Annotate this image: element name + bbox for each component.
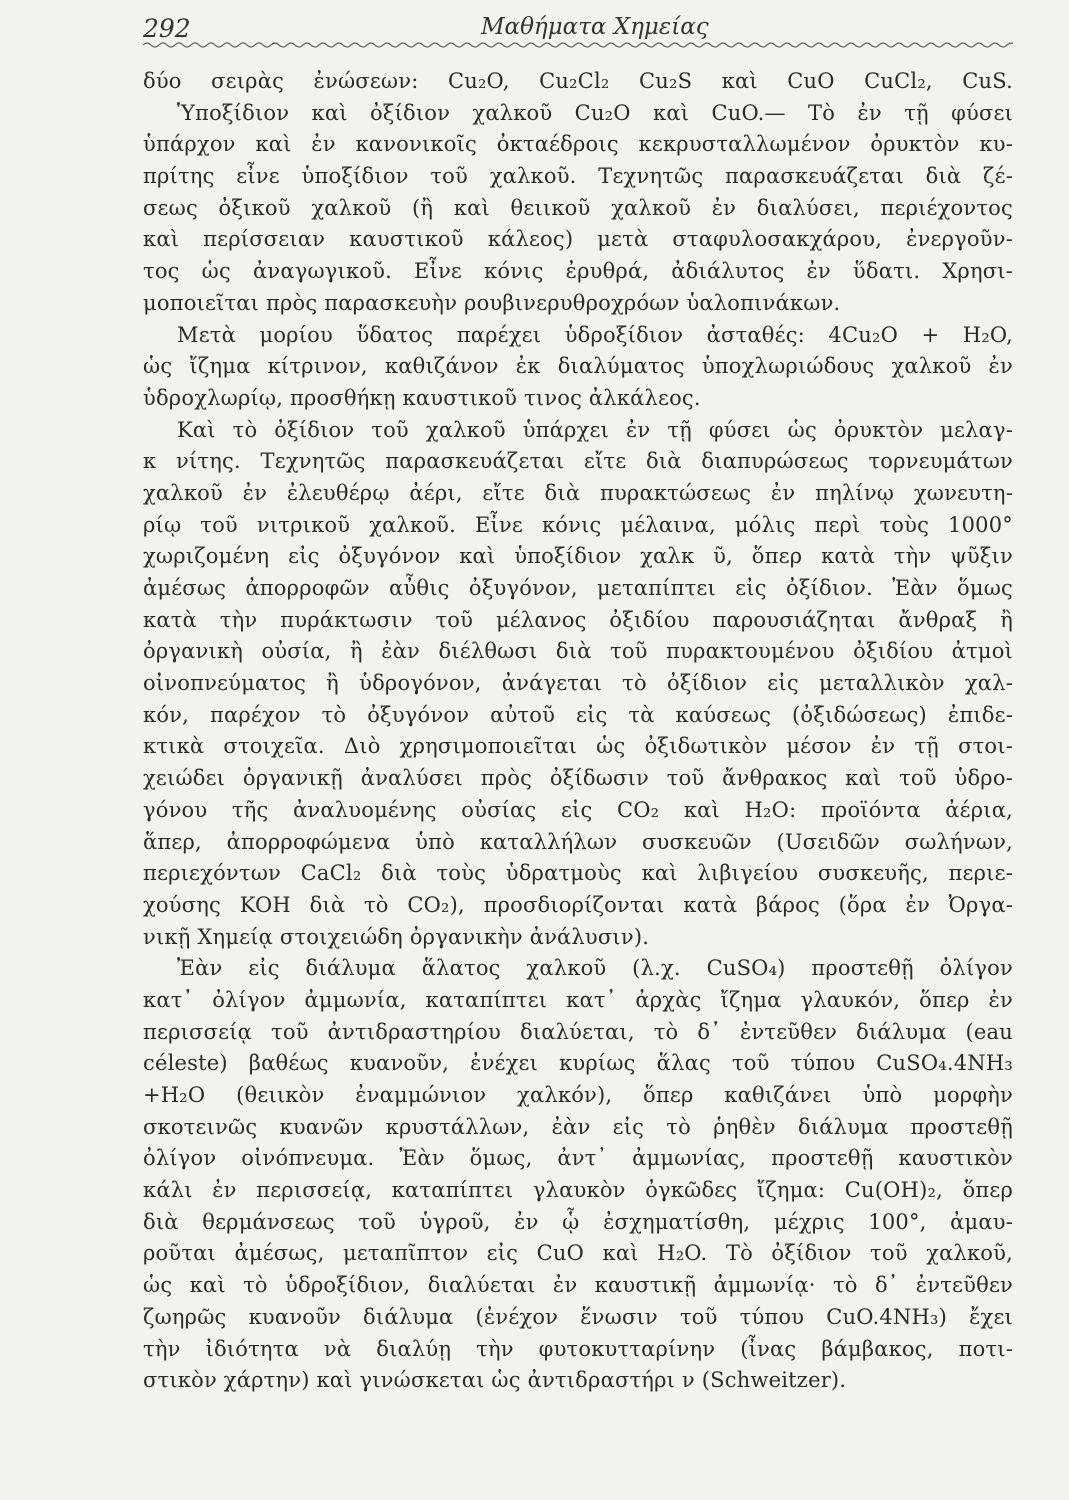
text-line: Μετὰ μορίου ὕδατος παρέχει ὑδροξίδιον ἀσταθές: 4Cu₂O + H₂O, [177, 322, 1013, 347]
text-line: χωριζομένη εἰς ὀξυγόνον καὶ ὑποξίδιον χαλκ ῦ, ὅπερ κατὰ τὴν ψῦξιν [143, 544, 1013, 569]
text-line: δύο σειρὰς ἐνώσεων: Cu₂O, Cu₂Cl₂ Cu₂S καὶ CuO CuCl₂, CuS. [143, 69, 1013, 93]
text-line: οἰνοπνεύματος ἢ ὑδρογόνον, ἀνάγεται τὸ ὀξίδιον εἰς μεταλλικὸν χαλ- [143, 671, 1013, 696]
text-line: στικὸν χάρτην) καὶ γινώσκεται ὡς ἀντιδραστήρι ν (Schweitzer). [143, 1368, 847, 1393]
text-line: πρίτης εἶνε ὑποξίδιον τοῦ χαλκοῦ. Τεχνητῶς παρασκευάζεται διὰ ζέ- [143, 164, 1013, 189]
text-line: ὡς καὶ τὸ ὑδροξίδιον, διαλύεται ἐν καυστικῇ ἀμμωνίᾳ· τὸ δ᾽ ἐντεῦθεν [143, 1273, 1013, 1298]
body-text [143, 66, 1013, 1397]
text-line: ὀργανικὴ οὐσία, ἢ ἐὰν διέλθωσι διὰ τοῦ πυρακτουμένου ὀξιδίου ἀτμοὶ [143, 639, 1013, 664]
text-line: καὶ περίσσειαν καυστικοῦ κάλεος) μετὰ σταφυλοσακχάρου, ἐνεργοῦν- [143, 227, 1013, 252]
text-line: ὡς ἴζημα κίτρινον, καθιζάνον ἐκ διαλύματος ὑποχλωριώδους χαλκοῦ ἐν [143, 354, 1013, 379]
text-line: ἅπερ, ἀπορροφώμενα ὑπὸ καταλλήλων συσκευῶν (Uσειδῶν σωλήνων, [143, 829, 1013, 854]
text-line: +H₂O (θειικὸν ἐναμμώνιον χαλκόν), ὅπερ καθιζάνει ὑπὸ μορφὴν [143, 1083, 1013, 1107]
text-line: ροῦται ἀμέσως, μεταπῖπτον εἰς CuO καὶ H₂O. Τὸ ὀξίδιον τοῦ χαλκοῦ, [143, 1241, 1013, 1266]
text-line: ὀλίγον οἰνόπνευμα. Ἐὰν ὅμως, ἀντ᾽ ἀμμωνίας, προστεθῇ καυστικὸν [143, 1146, 1013, 1171]
text-line: σεως ὀξικοῦ χαλκοῦ (ἢ καὶ θειικοῦ χαλκοῦ ἐν διαλύσει, περιέχοντος [143, 195, 1013, 220]
text-line: τος ὡς ἀναγωγικοῦ. Εἶνε κόνις ἐρυθρά, ἀδιάλυτος ἐν ὕδατι. Χρησι- [143, 259, 1013, 284]
text-line: ἀμέσως ἀπορροφῶν αὖθις ὀξυγόνον, μεταπίπτει εἰς ὀξίδιον. Ἐὰν ὅμως [143, 576, 1013, 600]
page-number: 292 [143, 14, 191, 43]
text-line: ὑπάρχον καὶ ἐν κανονικοῖς ὀκταέδροις κεκρυσταλλωμένον ὀρυκτὸν κυ- [143, 132, 1013, 157]
text-line: γόνου τῆς ἀναλυομένης οὐσίας εἰς CO₂ καὶ H₂O: προϊόντα ἀέρια, [143, 797, 1013, 822]
text-line: κάλι ἐν περισσείᾳ, καταπίπτει γλαυκὸν ὀγκῶδες ἴζημα: Cu(OH)₂, ὅπερ [143, 1178, 1013, 1203]
text-line: σκοτεινῶς κυανῶν κρυστάλλων, ἐὰν εἰς τὸ ῥηθὲν διάλυμα προστεθῇ [143, 1114, 1013, 1139]
text-line: νικῇ Χημείᾳ στοιχειώδη ὀργανικὴν ἀνάλυσιν). [143, 924, 650, 949]
text-line: χαλκοῦ ἐν ἐλευθέρῳ ἀέρι, εἴτε διὰ πυρακτώσεως ἐν πηλίνῳ χωνευτη- [143, 480, 1013, 505]
text-line: μοποιεῖται πρὸς παρασκευὴν ρουβινερυθροχρόων ὑαλοπινάκων. [143, 290, 841, 315]
text-line: κτικὰ στοιχεῖα. Διὸ χρησιμοποιεῖται ὡς ὀξιδωτικὸν μέσον ἐν τῇ στοι- [143, 734, 1013, 759]
text-line: Ὑποξίδιον καὶ ὀξίδιον χαλκοῦ Cu₂O καὶ CuO.— Τὸ ἐν τῇ φύσει [177, 100, 1013, 125]
text-line: τὴν ἰδιότητα νὰ διαλύῃ τὴν φυτοκυτταρίνην (ἶνας βάμβακος, ποτι- [143, 1336, 1013, 1361]
text-line: ὑδροχλωρίῳ, προσθήκῃ καυστικοῦ τινος ἀλκάλεος. [143, 385, 701, 410]
text-line: ρίῳ τοῦ νιτρικοῦ χαλκοῦ. Εἶνε κόνις μέλαινα, μόλις περὶ τοὺς 1000° [143, 512, 1013, 537]
text-line: céleste) βαθέως κυανοῦν, ἐνέχει κυρίως ἅλας τοῦ τύπου CuSO₄.4NH₃ [143, 1051, 1013, 1076]
text-line: κατ᾽ ὀλίγον ἀμμωνία, καταπίπτει κατ᾽ ἀρχὰς ἴζημα γλαυκόν, ὅπερ ἐν [143, 987, 1013, 1012]
text-line: κατὰ τὴν πυράκτωσιν τοῦ μέλανος ὀξιδίου παρουσιάζηται ἄνθραξ ἢ [143, 607, 1013, 632]
text-line: Ἐὰν εἰς διάλυμα ἅλατος χαλκοῦ (λ.χ. CuSO₄) προστεθῇ ὀλίγον [177, 956, 1013, 981]
text-line: ζωηρῶς κυανοῦν διάλυμα (ἐνέχον ἕνωσιν τοῦ τύπου CuO.4NH₃) ἔχει [143, 1304, 1013, 1329]
text-line: περισσείᾳ τοῦ ἀντιδραστηρίου διαλύεται, τὸ δ᾽ ἐντεῦθεν διάλυμα (eau [143, 1019, 1013, 1044]
text-line: περιεχόντων CaCl₂ διὰ τοὺς ὑδρατμοὺς καὶ λιβιγείου συσκευῆς, περιε- [143, 861, 1013, 886]
text-line: κόν, παρέχον τὸ ὀξυγόνον αὐτοῦ εἰς τὰ καύσεως (ὀξιδώσεως) ἐπιδε- [143, 702, 1013, 727]
text-line: κ νίτης. Τεχνητῶς παρασκευάζεται εἴτε διὰ διαπυρώσεως τορνευμάτων [143, 449, 1013, 474]
text-line: διὰ θερμάνσεως τοῦ ὑγροῦ, ἐν ᾧ ἐσχηματίσθη, μέχρις 100°, ἀμαυ- [143, 1209, 1013, 1234]
text-line: χούσης KOH διὰ τὸ CO₂), προσδιορίζονται κατὰ βάρος (ὅρα ἐν Ὀργα- [143, 892, 1013, 917]
text-line: Καὶ τὸ ὀξίδιον τοῦ χαλκοῦ ὑπάρχει ἐν τῇ φύσει ὡς ὀρυκτὸν μελαγ- [177, 417, 1013, 442]
running-title: Μαθήματα Χημείας [481, 14, 709, 40]
wavy-header-rule [143, 40, 1013, 50]
text-line: χειώδει ὀργανικῇ ἀναλύσει πρὸς ὀξίδωσιν τοῦ ἄνθρακος καὶ τοῦ ὑδρο- [143, 766, 1013, 791]
